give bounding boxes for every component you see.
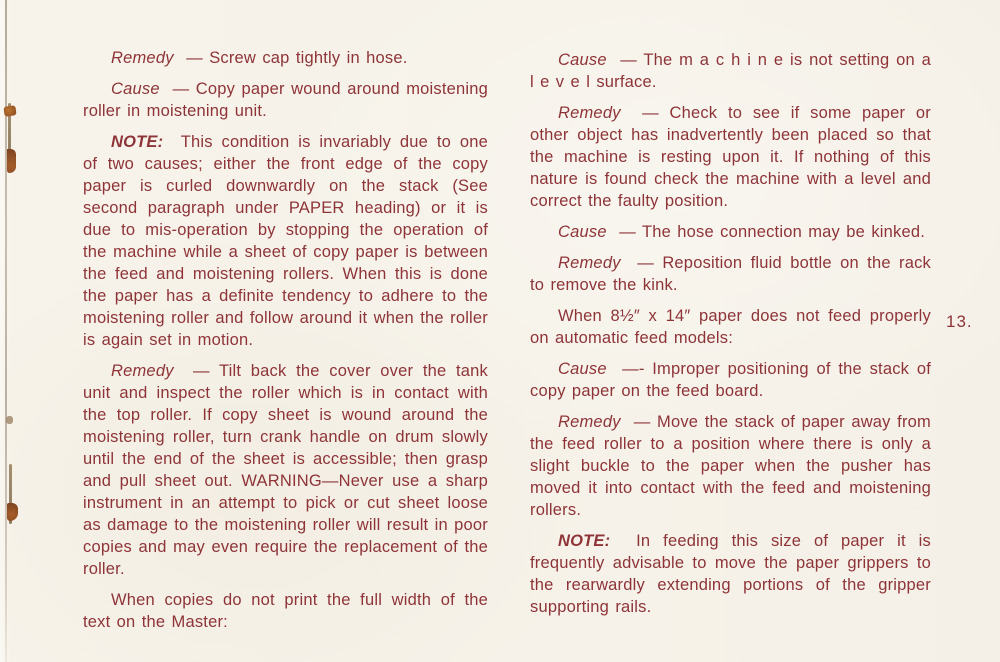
paragraph — [530, 102, 931, 212]
paragraph — [530, 252, 931, 296]
lead-word: Cause — [111, 80, 160, 98]
lead-word: Remedy — [111, 362, 174, 380]
paragraph — [83, 47, 488, 69]
paragraph — [530, 49, 931, 93]
lead-word: Cause — [558, 223, 607, 241]
paragraph — [83, 589, 488, 633]
paragraph-text: — The hose connection may be kinked. — [619, 223, 926, 241]
paragraph-text: — Screw cap tightly in hose. — [186, 49, 408, 67]
text-column-left — [83, 47, 488, 642]
note-lead-word: NOTE: — [558, 532, 611, 550]
paragraph — [83, 131, 488, 351]
staple-top-rust-head — [3, 105, 16, 117]
paragraph-text: — Tilt back the cover over the tank unit and inspect the roller which is in contact with the top roller. If copy sheet is wound around the moistening roller, turn crank handle on drum slowly until the end of the sheet is accessible; then grasp and pull sheet out. WARNING—Never use a sharp instrument in an attempt to pick or cut sheet loose as damage to the moistening roller will result in poor copies and may even require the replacement of the roller. — [83, 362, 488, 578]
lead-word: Cause — [558, 51, 607, 69]
page-number: 13. — [946, 312, 973, 331]
lead-word: Remedy — [111, 49, 174, 67]
paragraph-text: — Reposition fluid bottle on the rack to remove the kink. — [530, 254, 931, 294]
paragraph — [530, 305, 931, 349]
paragraph — [530, 358, 931, 402]
paragraph-text: — Move the stack of paper away from the feed roller to a position where there is only a slight buckle to the paper when the pusher has moved it into contact with the feed and moistening rollers. — [530, 413, 931, 519]
lead-word: Remedy — [558, 104, 621, 122]
paragraph-text: When copies do not print the full width of the text on the Master: — [83, 591, 488, 631]
paragraph — [530, 221, 931, 243]
staple-bottom-rust-foot — [7, 503, 18, 521]
paragraph-text: — The m a c h i n e is not setting on a l e v e l surface. — [530, 51, 931, 91]
lead-word: Cause — [558, 360, 607, 378]
binding-fold-line — [5, 0, 7, 662]
paragraph-text: When 8½″ x 14″ paper does not feed properly on automatic feed models: — [530, 307, 931, 347]
text-column-right — [530, 49, 931, 627]
paragraph-text: —- Improper positioning of the stack of copy paper on the feed board. — [530, 360, 931, 400]
paragraph-text: — Check to see if some paper or other object has inadvertently been placed so that the machine is resting upon it. If nothing of this nature is found check the machine with a level and correct the faulty position. — [530, 104, 931, 210]
paragraph-text: This condition is invariably due to one of two causes; either the front edge of the copy paper is curled downwardly on the stack (See second paragraph under PAPER heading) or it is due to mis-operation by stopping the operation of the machine while a sheet of copy paper is between the feed and moistening rollers. When this is done the paper has a definite tendency to adhere to the moistening roller and follow around it when the roller is again set in motion. — [83, 133, 488, 349]
paragraph — [83, 78, 488, 122]
paragraph — [530, 411, 931, 521]
paragraph-text: — Copy paper wound around moistening roller in moistening unit. — [83, 80, 488, 120]
paragraph-text: In feeding this size of paper it is frequently advisable to move the paper grippers to the rearwardly extending portions of the gripper supporting rails. — [530, 532, 931, 616]
staple-bottom-rust-speck — [6, 416, 13, 424]
staple-top-rust-foot — [7, 149, 16, 173]
lead-word: Remedy — [558, 413, 621, 431]
lead-word: Remedy — [558, 254, 621, 272]
paragraph — [530, 530, 931, 618]
note-lead-word: NOTE: — [111, 133, 164, 151]
paragraph — [83, 360, 488, 580]
